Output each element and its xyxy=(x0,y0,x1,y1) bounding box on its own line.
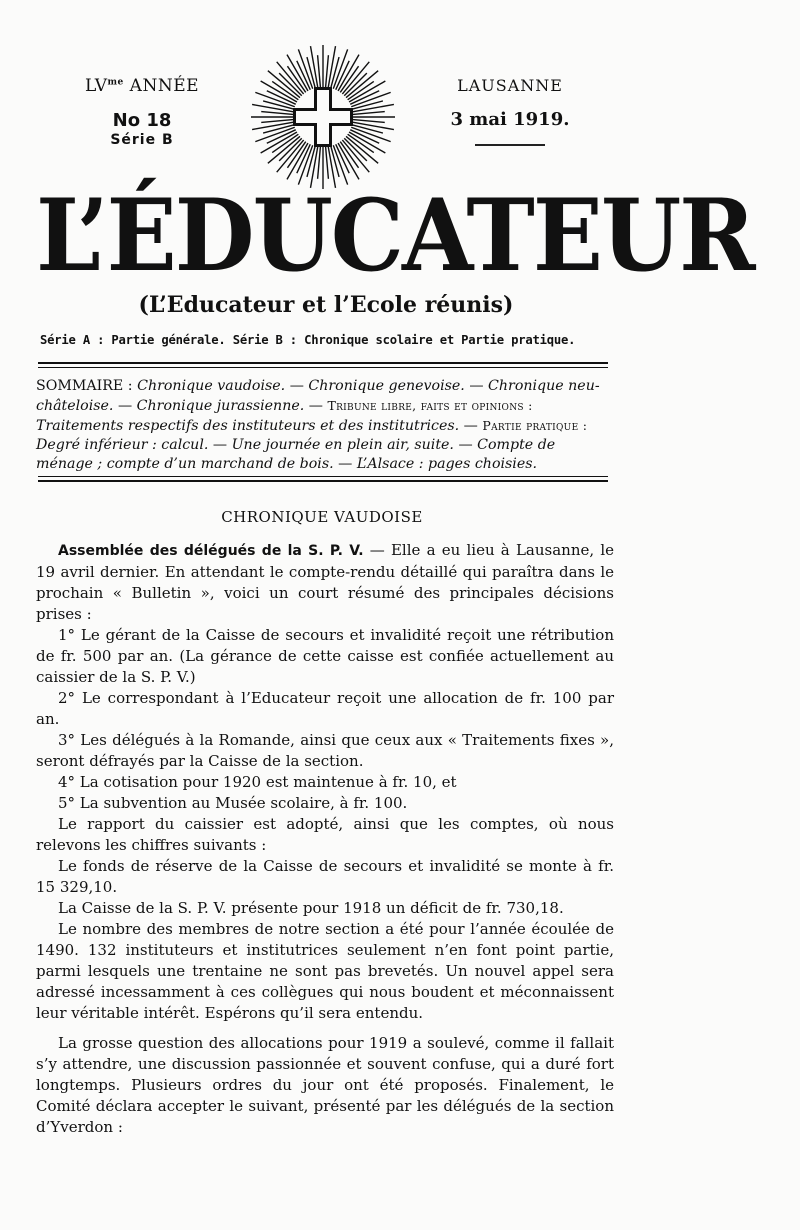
sunburst-ray xyxy=(326,55,329,87)
header-right xyxy=(440,76,580,146)
sommaire-item: Chronique neu-châteloise. xyxy=(36,378,600,414)
paragraph: Le fonds de réserve de la Caisse de secours et invalidité se monte à fr. 15 329,10. xyxy=(36,857,614,896)
paragraph: 3° Les délégués à la Romande, ainsi que ceux aux « Traitements fixes », seront défrayés par la Caisse de la section. xyxy=(36,731,614,770)
sunburst-ray xyxy=(318,147,321,179)
annee-sup: me xyxy=(107,77,124,88)
paragraph: Le rapport du caissier est adopté, ainsi que les comptes, où nous relevons les chiffres suivants : xyxy=(36,815,614,854)
sommaire: SOMMAIRE : Chronique vaudoise. — Chronique genevoise. — Chronique neu-châteloise. — Chronique jurassienne. — Tribune libre, faits et opinions : Traitements respectifs des instituteurs et des institutrices. — Partie pratique : Degré inférieur : calcul. — Une journée en plein air, suite. — Compte de ménage ; compte d’un marchand de bois. — L’Alsace : pages choisies. xyxy=(36,378,600,472)
city: LAUSANNE xyxy=(457,76,563,95)
sunburst-ray xyxy=(279,73,302,96)
issue-series: Série B xyxy=(110,132,174,148)
sunburst-ray xyxy=(261,112,293,115)
sommaire-item: L’Alsace : pages choisies. xyxy=(356,456,538,472)
top-rule-thin xyxy=(38,367,608,368)
sunburst-ray xyxy=(344,73,367,96)
header-left xyxy=(72,76,212,148)
sommaire-item: Une journée en plein air, suite. xyxy=(231,437,454,453)
paragraph xyxy=(36,540,614,625)
paragraph: Le nombre des membres de notre section a été pour l’année écoulée de 1490. 132 instituteurs et institutrices seulement n’en font point partie, parmi lesquels une trentaine ne sont pas brevetés. Un nouvel appel sera adressé incessamment à ces collègues qui nous boudent et méconnaissent leur véritable intérêt. Espérons qu’il sera entendu. xyxy=(36,920,614,1022)
sommaire-item: Compte de ménage ; compte d’un marchand de bois. xyxy=(36,437,556,472)
sommaire-item: Partie pratique : xyxy=(482,418,588,433)
article-body xyxy=(36,540,614,1138)
lead-heading: Assemblée des délégués de la S. P. V. xyxy=(58,543,364,559)
issue-date: 3 mai 1919. xyxy=(450,109,570,130)
paragraph: 1° Le gérant de la Caisse de secours et invalidité reçoit une rétribution de fr. 500 par an. (La gérance de cette caisse est confiée actuellement au caissier de la S. P. V.) xyxy=(36,626,614,686)
journal-title: L’ÉDUCATEUR xyxy=(36,177,754,294)
sommaire-item: Chronique vaudoise. xyxy=(137,378,286,394)
sunburst-ray xyxy=(353,112,385,115)
annee-prefix: LV xyxy=(84,76,108,96)
sommaire-item: Traitements respectifs des instituteurs et des institutrices. xyxy=(36,418,460,434)
bottom-rule-thin xyxy=(38,476,608,477)
top-rule xyxy=(38,362,608,364)
section-title: CHRONIQUE VAUDOISE xyxy=(221,508,423,526)
sunburst-ray xyxy=(279,138,302,161)
date-rule xyxy=(475,144,545,146)
paragraph: 2° Le correspondant à l’Educateur reçoit une allocation de fr. 100 par an. xyxy=(36,689,614,728)
sommaire-label: SOMMAIRE : xyxy=(36,378,133,394)
paragraph-gap xyxy=(36,1024,614,1033)
sunburst-ray xyxy=(344,138,367,161)
journal-subtitle: (L’Educateur et l’Ecole réunis) xyxy=(138,292,514,318)
swiss-cross-sunburst-emblem xyxy=(248,42,398,192)
paragraph: 4° La cotisation pour 1920 est maintenue à fr. 10, et xyxy=(58,773,457,791)
annee-label: ANNÉE xyxy=(123,76,200,96)
paragraph: La Caisse de la S. P. V. présente pour 1918 un déficit de fr. 730,18. xyxy=(58,899,564,917)
sunburst-ray xyxy=(353,120,385,123)
sommaire-item: Degré inférieur : calcul. xyxy=(36,437,209,453)
paragraph: 5° La subvention au Musée scolaire, à fr. 100. xyxy=(58,794,408,812)
issue-number: No 18 xyxy=(112,110,172,131)
bottom-rule xyxy=(38,480,608,482)
sommaire-item: Chronique genevoise. xyxy=(308,378,465,394)
annee xyxy=(72,76,212,96)
paragraph: La grosse question des allocations pour 1919 a soulevé, comme il fallait s’y attendre, une discussion passionnée et souvent confuse, qui a duré fort longtemps. Plusieurs ordres du jour ont été proposés. Finalement, le Comité déclara accepter le suivant, présenté par les délégués de la section d’Yverdon : xyxy=(36,1034,614,1136)
sunburst-ray xyxy=(261,120,293,123)
sunburst-ray xyxy=(326,147,329,179)
sunburst-ray xyxy=(318,55,321,87)
sommaire-item: Chronique jurassienne. xyxy=(136,398,305,414)
series-description: Série A : Partie générale. Série B : Chronique scolaire et Partie pratique. xyxy=(40,333,576,347)
sommaire-item: Tribune libre, faits et opinions : xyxy=(327,398,533,413)
paragraph-text: — Elle a eu lieu à Lausanne, le 19 avril dernier. En attendant le compte-rendu détaillé qui paraîtra dans le prochain « Bulletin », voici un court résumé des principales décisions prises : xyxy=(36,541,615,623)
